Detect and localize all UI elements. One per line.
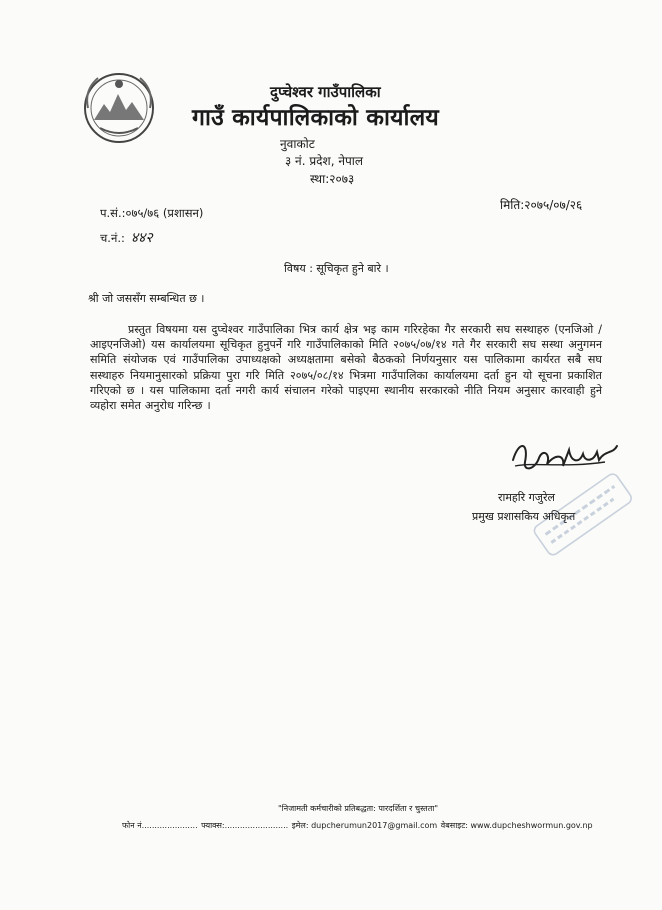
footer-contact xyxy=(122,820,594,831)
office-title: गाउँ कार्यपालिकाको कार्यालय xyxy=(192,105,439,131)
established-year: स्था:२०७३ xyxy=(310,172,355,186)
letter-reference-number: प.सं.:०७५/७६ (प्रशासन) xyxy=(100,206,204,220)
footer-fax: फ्याक्स:......................... xyxy=(201,821,289,830)
nepal-government-emblem-icon xyxy=(80,68,158,150)
letter-date: मिति:२०७५/०७/२६ xyxy=(500,198,583,212)
footer-website: वेबसाइट: www.dupcheshwormun.gov.np xyxy=(440,821,593,830)
letter-body: प्रस्तुत विषयमा यस दुप्चेश्वर गाउँपालिका भित्र कार्य क्षेत्र भइ काम गरिरहेका गैर सरकारी सघ सस्थाहरु (एनजिओ /आइएनजिओ) यस कार्यालयमा सूचिकृत हुनुपर्ने गरि गाउँपालिकाको मिति २०७५/०७/१४ गते गैर सरकारी सघ सस्था अनुगमन समिति संयोजक एवं गाउँपालिका उपाध्यक्षको अध्यक्षतामा बसेको बैठकको निर्णयनुसार यस पालिकामा कार्यरत सबै सघ सस्थाहरु नियमानुसारको प्रक्रिया पुरा गरि मिति २०७५/०८/१४ भित्रमा गाउँपालिका कार्यालयमा दर्ता हुन यो सूचना प्रकाशित गरिएको छ । यस पालिकामा दर्ता नगरी कार्य संचालन गरेको पाइएमा स्थानीय सरकारको नीति नियम अनुसार कारवाही हुने व्यहोरा समेत अनुरोध गरिन्छ । xyxy=(90,323,602,413)
district-name: नुवाकोट xyxy=(280,137,315,151)
letter-subject: विषय : सूचिकृत हुने बारे । xyxy=(284,262,389,275)
province-name: ३ नं. प्रदेश, नेपाल xyxy=(285,154,364,168)
footer-email: इमेल: dupcherumun2017@gmail.com xyxy=(291,821,438,830)
dispatch-number-value: ४४२ xyxy=(130,230,153,246)
signatory-title: प्रमुख प्रशासकिय अधिकृत xyxy=(472,510,576,523)
signatory-name: रामहरि गजुरेल xyxy=(498,491,555,504)
municipality-name: दुप्चेश्वर गाउँपालिका xyxy=(270,83,381,101)
letter-salutation: श्री जो जससँग सम्बन्धित छ । xyxy=(88,292,205,305)
footer-motto: "निजामती कर्मचारीको प्रतिबद्धता: पारदर्शिता र चुस्तता" xyxy=(278,804,439,813)
dispatch-number xyxy=(100,228,153,247)
footer-phone: फोन नं...................... xyxy=(122,821,198,830)
dispatch-number-label: च.नं.: xyxy=(100,231,125,245)
